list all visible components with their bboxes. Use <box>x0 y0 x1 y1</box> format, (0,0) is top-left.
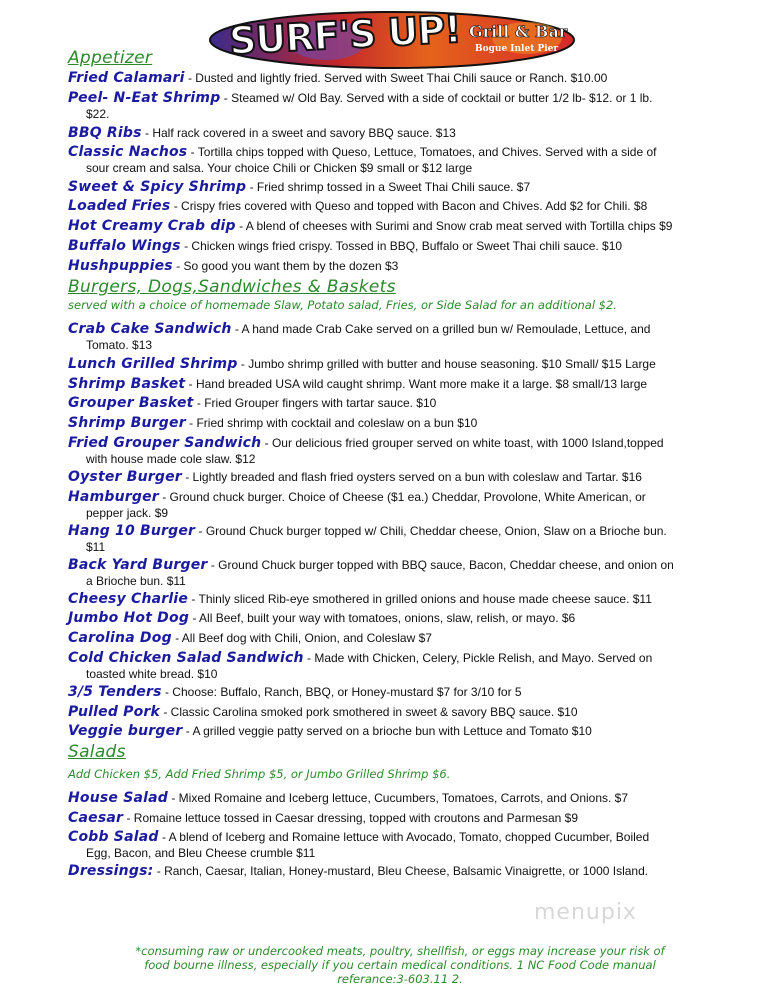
item-desc: - Half rack covered in a sweet and savory BBQ sauce. $13 <box>141 126 456 140</box>
menu-item <box>68 258 758 274</box>
item-name: Dressings: <box>68 863 154 879</box>
menu-item <box>68 218 758 234</box>
menu-item <box>68 90 758 122</box>
menu-item <box>68 684 758 700</box>
section-note-salads: Add Chicken $5, Add Fried Shrimp $5, or Jumbo Grilled Shrimp $6. <box>68 767 451 781</box>
item-desc-cont: sour cream and salsa. Your choice Chili or Chicken $9 small or $12 large <box>86 161 473 175</box>
item-desc: - Fried shrimp with cocktail and coleslaw on a bun $10 <box>185 416 478 430</box>
item-desc: - Jumbo shrimp grilled with butter and house seasoning. $10 Small/ $15 Large <box>237 357 656 371</box>
menu-item <box>68 790 758 806</box>
item-name: House Salad <box>68 790 169 806</box>
section-note-burgers: served with a choice of homemade Slaw, Potato salad, Fries, or Side Salad for an additional $2. <box>68 298 617 312</box>
item-desc: - Made with Chicken, Celery, Pickle Relish, and Mayo. Served on <box>303 651 653 665</box>
menu-item <box>68 810 758 826</box>
menu-item <box>68 863 758 879</box>
logo-subtitle: Grill & Bar <box>469 22 568 41</box>
menu-item <box>68 704 758 720</box>
item-name: Hushpuppies <box>68 258 173 274</box>
food-safety-disclaimer <box>60 944 740 986</box>
item-desc: - Dusted and lightly fried. Served with Sweet Thai Chili sauce or Ranch. $10.00 <box>184 71 608 85</box>
menu-item <box>68 125 758 141</box>
section-title-burgers: Burgers, Dogs,Sandwiches & Baskets <box>68 277 396 297</box>
item-name: Shrimp Basket <box>68 376 186 392</box>
item-name: Back Yard Burger <box>68 557 208 573</box>
item-name: Sweet & Spicy Shrimp <box>68 179 247 195</box>
item-desc: - So good you want them by the dozen $3 <box>172 259 399 273</box>
menu-item <box>68 630 758 646</box>
item-desc: - Ranch, Caesar, Italian, Honey-mustard, Bleu Cheese, Balsamic Vinaigrette, or 1000 Island. <box>153 864 649 878</box>
menu-item <box>68 523 758 555</box>
menu-item <box>68 70 758 86</box>
item-name: Hot Creamy Crab dip <box>68 218 236 234</box>
item-name: Peel- N-Eat Shrimp <box>68 90 221 106</box>
item-desc: - Fried shrimp tossed in a Sweet Thai Chili sauce. $7 <box>246 180 531 194</box>
item-desc: - Crispy fries covered with Queso and topped with Bacon and Chives. Add $2 for Chili. $8 <box>170 199 648 213</box>
item-desc-cont: pepper jack. $9 <box>86 506 169 520</box>
menu-item <box>68 469 758 485</box>
section-title-salads: Salads <box>68 742 126 762</box>
menu-item <box>68 435 758 467</box>
item-name: Cobb Salad <box>68 829 159 845</box>
item-desc-cont: $22. <box>86 107 110 121</box>
item-name: Classic Nachos <box>68 144 188 160</box>
menu-item <box>68 238 758 254</box>
item-desc-cont: Egg, Bacon, and Bleu Cheese crumble $11 <box>86 846 316 860</box>
item-desc-cont: toasted white bread. $10 <box>86 667 218 681</box>
item-desc: - Steamed w/ Old Bay. Served with a side of cocktail or butter 1/2 lb- $12. or 1 lb. <box>220 91 653 105</box>
item-desc-cont: $11 <box>86 540 106 554</box>
section-title-appetizer: Appetizer <box>68 48 153 68</box>
logo-location: Bogue Inlet Pier <box>475 44 559 54</box>
item-name: 3/5 Tenders <box>68 684 162 700</box>
item-desc-cont: a Brioche bun. $11 <box>86 574 186 588</box>
item-desc: - A blend of Iceberg and Romaine lettuce with Avocado, Tomato, chopped Cucumber, Boiled <box>158 830 650 844</box>
item-desc: - All Beef dog with Chili, Onion, and Coleslaw $7 <box>171 631 432 645</box>
menu-item <box>68 591 758 607</box>
menu-item <box>68 489 758 521</box>
item-desc: - All Beef, built your way with tomatoes, onions, slaw, relish, or mayo. $6 <box>189 611 576 625</box>
item-name: Veggie burger <box>68 723 183 739</box>
item-desc: - A grilled veggie patty served on a brioche bun with Lettuce and Tomato $10 <box>182 724 592 738</box>
menu-item <box>68 376 758 392</box>
item-name: Hamburger <box>68 489 159 505</box>
item-desc: - Lightly breaded and flash fried oysters served on a bun with coleslaw and Tartar. $16 <box>181 470 642 484</box>
item-desc: - Choose: Buffalo, Ranch, BBQ, or Honey-mustard $7 for 3/10 for 5 <box>161 685 522 699</box>
menu-item <box>68 356 758 372</box>
menu-item <box>68 415 758 431</box>
item-name: Cheesy Charlie <box>68 591 189 607</box>
menu-item <box>68 610 758 626</box>
item-desc: - Hand breaded USA wild caught shrimp. Want more make it a large. $8 small/13 large <box>185 377 648 391</box>
item-desc: - Tortilla chips topped with Queso, Lettuce, Tomatoes, and Chives. Served with a side of <box>187 145 657 159</box>
item-name: Fried Grouper Sandwich <box>68 435 262 451</box>
menu-item <box>68 650 758 682</box>
item-desc-cont: with house made cole slaw. $12 <box>86 452 256 466</box>
item-desc: - A blend of cheeses with Surimi and Snow crab meat served with Tortilla chips $9 <box>235 219 673 233</box>
menu-item <box>68 321 758 353</box>
item-desc: - Thinly sliced Rib-eye smothered in grilled onions and house made cheese sauce. $11 <box>188 592 652 606</box>
item-name: Buffalo Wings <box>68 238 181 254</box>
menu-item <box>68 723 758 739</box>
watermark: menupix <box>534 900 637 925</box>
menu-item <box>68 179 758 195</box>
item-name: Cold Chicken Salad Sandwich <box>68 650 304 666</box>
item-desc: - Classic Carolina smoked pork smothered in sweet & savory BBQ sauce. $10 <box>160 705 578 719</box>
item-desc: - Romaine lettuce tossed in Caesar dressing, topped with croutons and Parmesan $9 <box>123 811 579 825</box>
item-name: Grouper Basket <box>68 395 194 411</box>
menu-item <box>68 557 758 589</box>
item-desc: - A hand made Crab Cake served on a grilled bun w/ Remoulade, Lettuce, and <box>231 322 651 336</box>
item-name: Carolina Dog <box>68 630 172 646</box>
disclaimer-line: *consuming raw or undercooked meats, poultry, shellfish, or eggs may increase your risk of <box>135 944 665 958</box>
item-desc: - Chicken wings fried crispy. Tossed in BBQ, Buffalo or Sweet Thai chili sauce. $10 <box>180 239 623 253</box>
item-desc: - Fried Grouper fingers with tartar sauce. $10 <box>193 396 437 410</box>
logo-title: SURF'S UP! <box>228 6 462 64</box>
item-name: BBQ Ribs <box>68 125 142 141</box>
item-name: Oyster Burger <box>68 469 182 485</box>
menu-item <box>68 395 758 411</box>
menu-item <box>68 829 758 861</box>
item-name: Lunch Grilled Shrimp <box>68 356 238 372</box>
item-name: Fried Calamari <box>68 70 185 86</box>
item-name: Crab Cake Sandwich <box>68 321 232 337</box>
item-name: Shrimp Burger <box>68 415 186 431</box>
disclaimer-line: referance:3-603.11 2. <box>337 972 463 986</box>
item-name: Caesar <box>68 810 124 826</box>
item-desc: - Our delicious fried grouper served on white toast, with 1000 Island,topped <box>261 436 664 450</box>
item-name: Hang 10 Burger <box>68 523 196 539</box>
disclaimer-line: food bourne illness, especially if you certain medical conditions. 1 NC Food Code manual <box>144 958 656 972</box>
item-desc: - Ground Chuck burger topped w/ Chili, Cheddar cheese, Onion, Slaw on a Brioche bun. <box>195 524 667 538</box>
item-desc-cont: Tomato. $13 <box>86 338 153 352</box>
surfs-up-logo <box>207 8 577 70</box>
menu-item <box>68 198 758 214</box>
menu-item <box>68 144 758 176</box>
item-name: Loaded Fries <box>68 198 171 214</box>
item-desc: - Ground Chuck burger topped with BBQ sauce, Bacon, Cheddar cheese, and onion on <box>207 558 674 572</box>
item-desc: - Mixed Romaine and Iceberg lettuce, Cucumbers, Tomatoes, Carrots, and Onions. $7 <box>168 791 629 805</box>
item-name: Pulled Pork <box>68 704 161 720</box>
item-desc: - Ground chuck burger. Choice of Cheese ($1 ea.) Cheddar, Provolone, White American, or <box>158 490 646 504</box>
item-name: Jumbo Hot Dog <box>68 610 190 626</box>
